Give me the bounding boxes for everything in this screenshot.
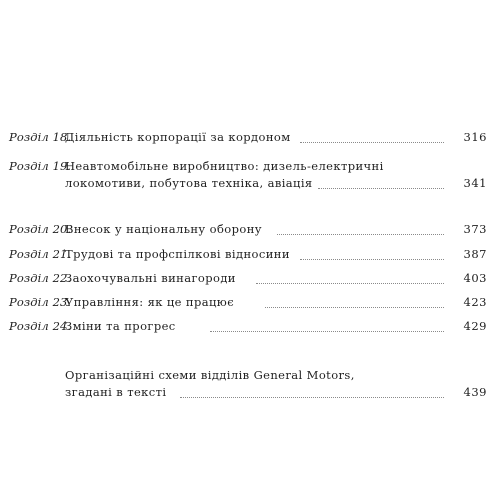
chapter-title-line: Заохочувальні винагороди — [65, 271, 236, 285]
chapter-label: Розділ 21. — [9, 247, 72, 261]
chapter-label: Розділ 24. — [9, 319, 72, 333]
chapter-title — [65, 294, 405, 311]
chapter-title — [65, 158, 405, 192]
chapter-label: Розділ 20. — [9, 222, 72, 236]
dot-leader — [318, 188, 444, 189]
dot-leader — [277, 234, 444, 235]
chapter-title-line: Управління: як це працює — [65, 295, 235, 309]
dot-leader — [210, 331, 444, 332]
page-number: 341 — [463, 176, 487, 190]
dot-leader — [265, 307, 444, 308]
chapter-label: Розділ 22. — [9, 271, 72, 285]
chapter-title — [65, 270, 405, 287]
appendix-title-line: згадані в тексті — [65, 385, 167, 399]
dot-leader — [300, 142, 444, 143]
chapter-title-line: Неавтомобільне виробництво: дизель-електричні — [65, 159, 384, 173]
chapter-title-line: Зміни та прогрес — [65, 319, 176, 333]
chapter-title-line: Трудові та профспілкові відносини — [65, 247, 290, 261]
chapter-title — [65, 221, 405, 238]
chapter-label: Розділ 18. — [9, 130, 72, 144]
page-number: 387 — [463, 247, 487, 261]
chapter-title — [65, 246, 405, 263]
appendix-title-line: Організаційні схеми відділів General Motors, — [65, 368, 355, 382]
dot-leader — [180, 397, 444, 398]
page-number: 373 — [463, 222, 487, 236]
appendix-title — [65, 367, 405, 401]
chapter-title-line: Діяльність корпорації за кордоном — [65, 130, 291, 144]
page-number: 423 — [463, 295, 487, 309]
chapter-title-line: локомотиви, побутова техніка, авіація — [65, 176, 313, 190]
dot-leader — [256, 283, 444, 284]
dot-leader — [300, 259, 444, 260]
page-number: 429 — [463, 319, 487, 333]
chapter-title-line: Внесок у національну оборону — [65, 222, 262, 236]
chapter-title — [65, 129, 405, 146]
page-number: 439 — [463, 385, 487, 399]
page-number: 316 — [463, 130, 487, 144]
chapter-label: Розділ 23. — [9, 295, 72, 309]
chapter-title — [65, 318, 405, 335]
chapter-label: Розділ 19. — [9, 159, 72, 173]
page-number: 403 — [463, 271, 487, 285]
